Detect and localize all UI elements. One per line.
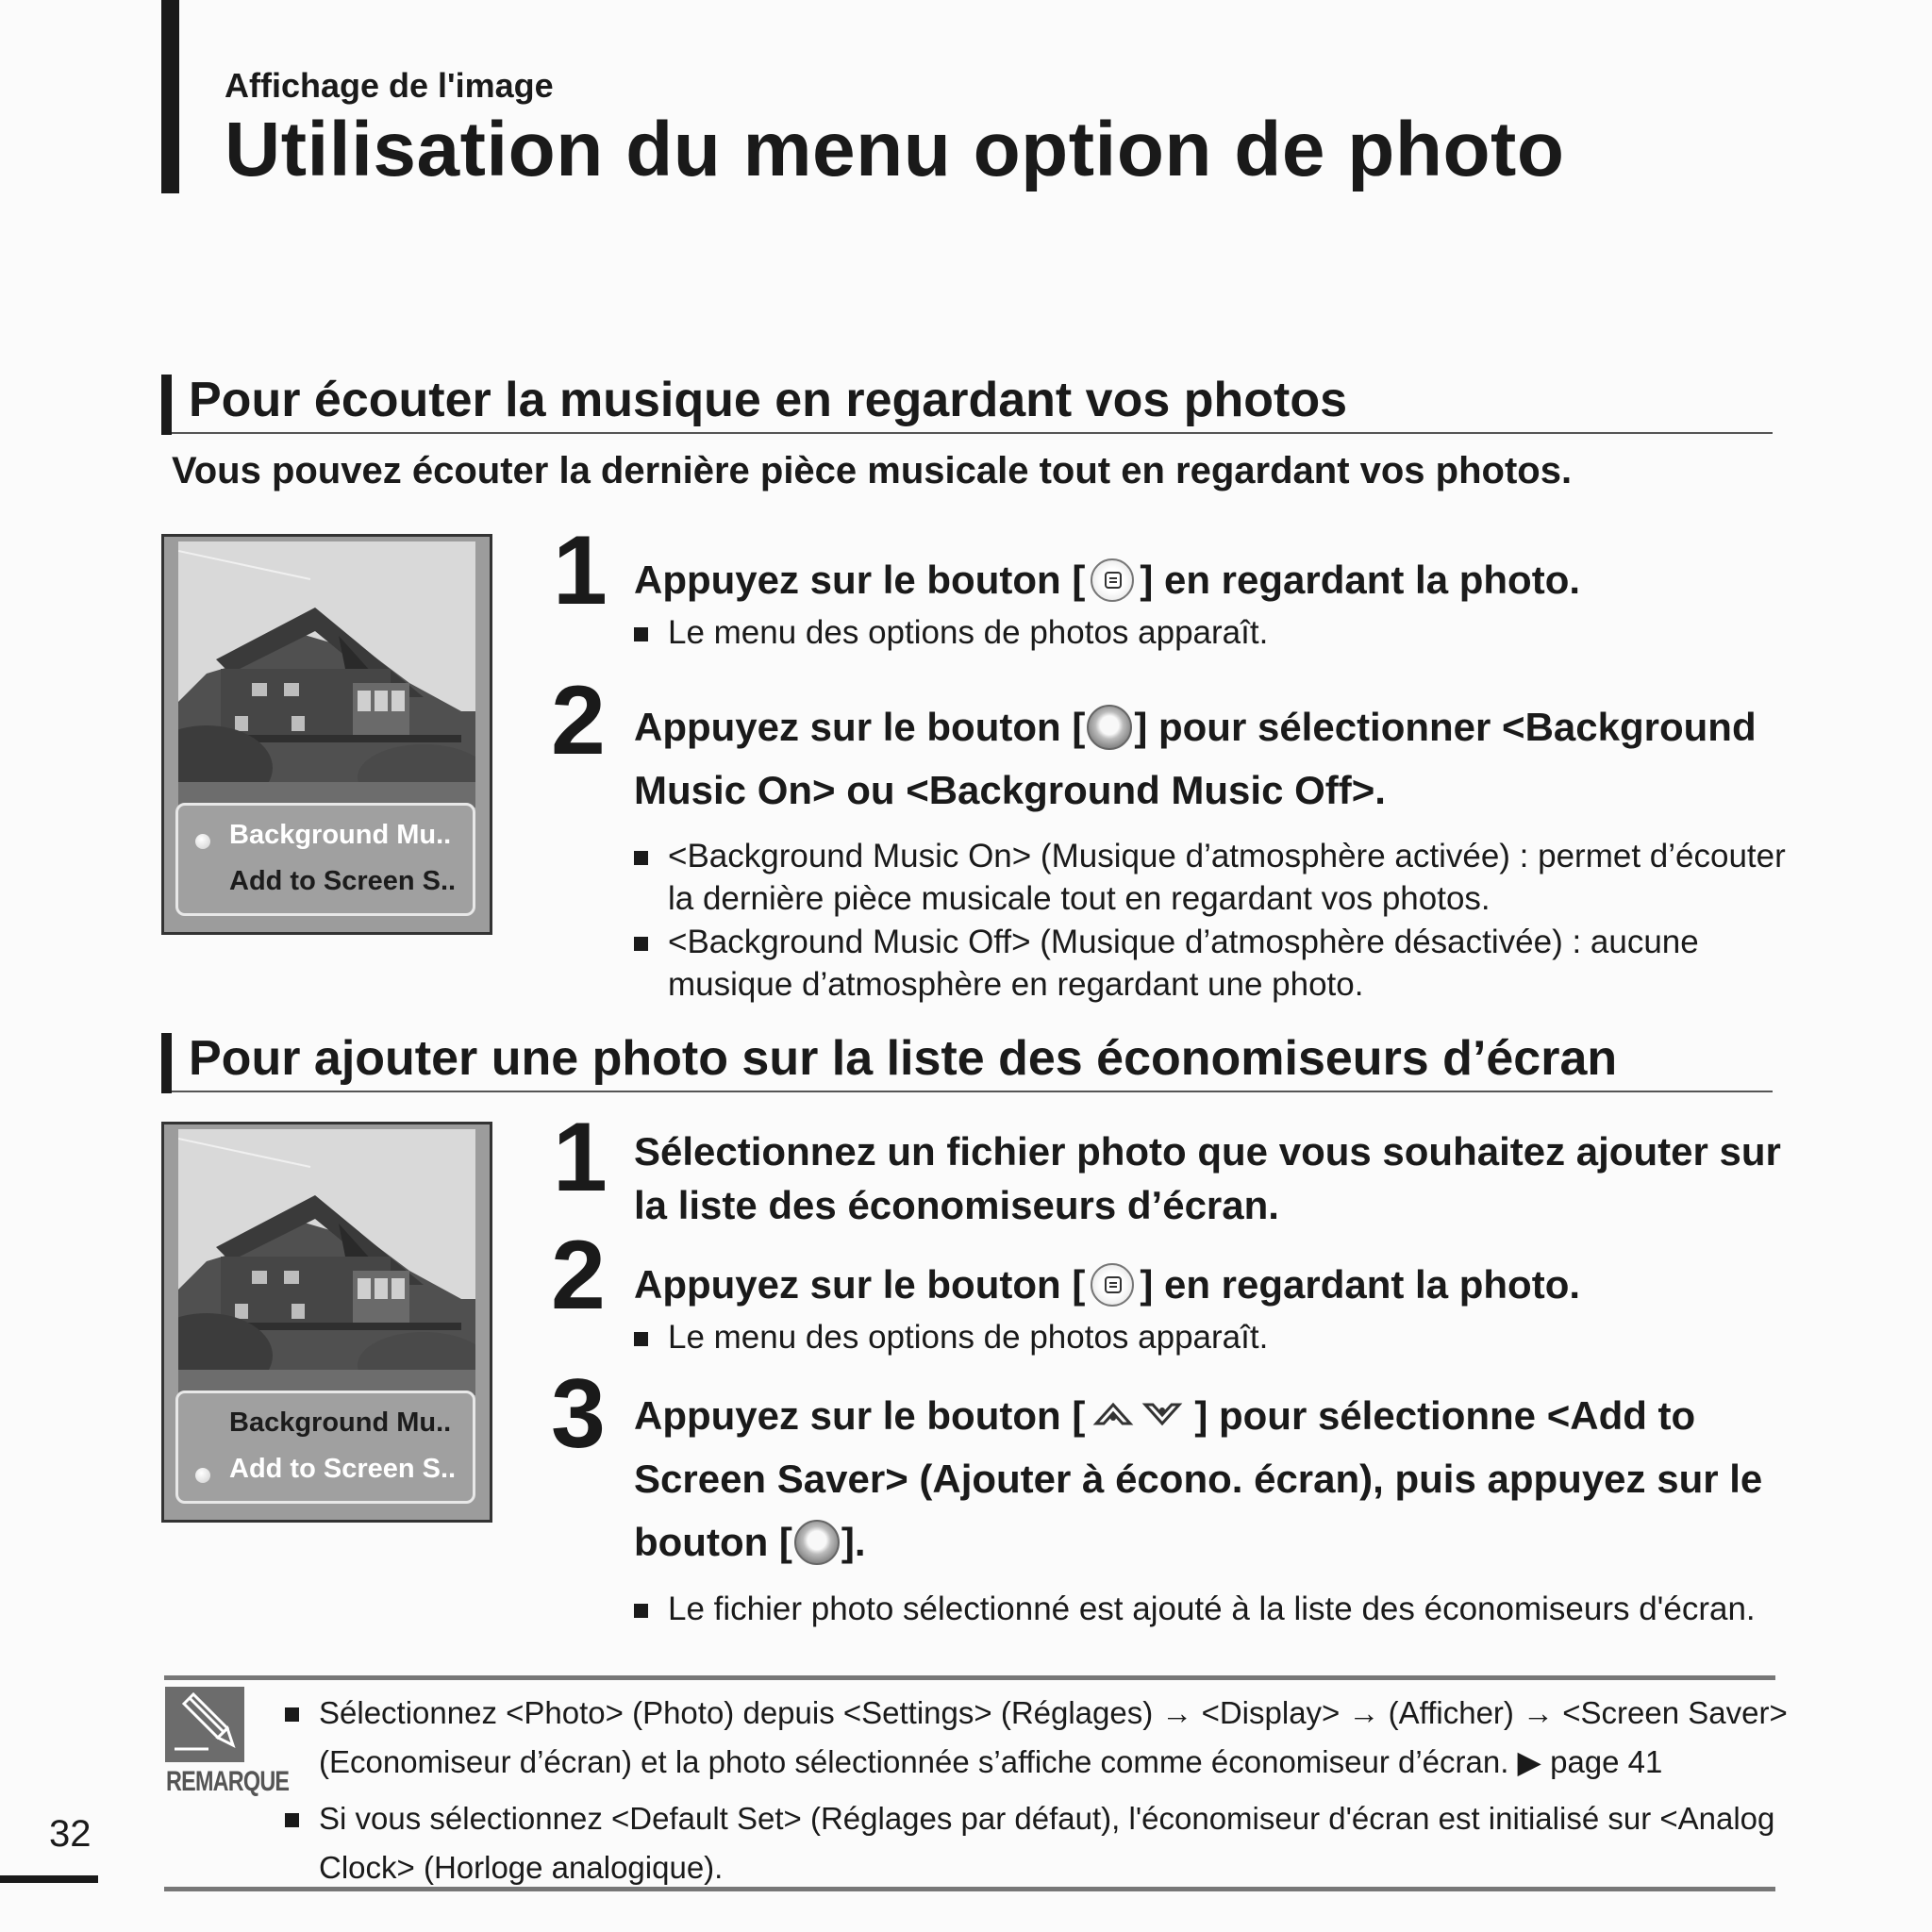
step-3-text-line3 [634, 1510, 866, 1574]
menu-item-add-to-screen-saver[interactable]: Add to Screen S.. [229, 1454, 457, 1484]
device-screen-1 [161, 534, 492, 935]
step-3-post: ] pour sélectionne <Add to [1194, 1393, 1696, 1438]
step-3-line3-post: ]. [841, 1520, 866, 1564]
house-photo [178, 541, 475, 808]
note-item-1: Sélectionnez <Photo> (Photo) depuis <Settings> (Réglages) → <Display> → (Afficher) → <Screen Saver> (Economiseur d’écran) et la photo sélectionnée s’affiche comme économiseur d’écran. ▶ page 41 [285, 1689, 1809, 1787]
note-item-2: Si vous sélectionnez <Default Set> (Réglages par défaut), l'économiseur d'écran est initialisé sur <Analog Clock> (Horloge analogique). [285, 1794, 1809, 1892]
step-2-text-line2: Music On> ou <Background Music Off>. [634, 768, 1386, 812]
pencil-note-icon [165, 1687, 244, 1762]
section1-intro: Vous pouvez écouter la dernière pièce musicale tout en regardant vos photos. [172, 450, 1573, 491]
step-1-post: ] en regardant la photo. [1140, 558, 1581, 602]
section2-rule [172, 1091, 1773, 1092]
step-number: 2 [551, 666, 602, 775]
step-number: 1 [553, 516, 604, 625]
step-2-post: ] en regardant la photo. [1140, 1262, 1581, 1307]
note-label: REMARQUE [166, 1766, 290, 1797]
page-number: 32 [49, 1813, 92, 1855]
section1-rule [172, 432, 1773, 434]
section1-bar [161, 375, 172, 435]
step-2-bullet-2: <Background Music Off> (Musique d’atmosphère désactivée) : aucune musique d’atmosphère en regardant une photo. [634, 921, 1819, 1006]
page-title: Utilisation du menu option de photo [225, 107, 1565, 192]
menu-item-background-music[interactable]: Background Mu.. [229, 820, 452, 850]
selection-dot-icon [195, 834, 210, 849]
section2-bar [161, 1033, 172, 1093]
step-number: 3 [551, 1359, 602, 1469]
step-number: 2 [551, 1221, 602, 1330]
note-bottom-rule [164, 1887, 1775, 1891]
step-2-pre: Appuyez sur le bouton [ [634, 1262, 1086, 1307]
step-3-pre: Appuyez sur le bouton [ [634, 1393, 1086, 1438]
step-3-bullet: Le fichier photo sélectionné est ajouté à la liste des économiseurs d'écran. [634, 1588, 1781, 1630]
section-kicker: Affichage de l'image [225, 66, 554, 105]
house-photo [178, 1129, 475, 1395]
select-button-icon [794, 1520, 840, 1565]
menu-item-add-to-screen-saver[interactable]: Add to Screen S.. [229, 866, 457, 896]
step-1-bullet: Le menu des options de photos apparaît. [634, 611, 1800, 654]
step-3-line3-pre: bouton [ [634, 1520, 792, 1564]
step-1-text [634, 548, 1580, 611]
step-3-text-line2: Screen Saver> (Ajouter à écono. écran), puis appuyez sur le [634, 1457, 1763, 1501]
select-button-icon [1087, 705, 1132, 750]
device-screen-2 [161, 1122, 492, 1523]
menu-button-icon [1091, 558, 1134, 602]
step-number: 1 [553, 1103, 604, 1212]
step-2-post: ] pour sélectionner <Background [1134, 705, 1757, 749]
step-2-bullet-1: <Background Music On> (Musique d’atmosphère activée) : permet d’écouter la dernière pièce musicale tout en regardant vos photos. [634, 835, 1819, 920]
step-2-bullet: Le menu des options de photos apparaît. [634, 1316, 1800, 1358]
section2-title: Pour ajouter une photo sur la liste des économiseurs d’écran [189, 1031, 1618, 1086]
header-bar [161, 0, 179, 193]
step-1-pre: Appuyez sur le bouton [ [634, 558, 1086, 602]
step-1-text: Sélectionnez un fichier photo que vous souhaitez ajouter sur la liste des économiseurs d’écran. [634, 1129, 1781, 1227]
menu-button-icon [1091, 1263, 1134, 1307]
up-down-button-icon [1091, 1388, 1189, 1451]
step-3-text [634, 1384, 1695, 1451]
selection-dot-icon [195, 1468, 210, 1483]
step-2-text [634, 695, 1757, 758]
step-2-text [634, 1253, 1580, 1316]
step-2-pre: Appuyez sur le bouton [ [634, 705, 1086, 749]
menu-item-background-music[interactable]: Background Mu.. [229, 1407, 452, 1438]
section1-title: Pour écouter la musique en regardant vos photos [189, 373, 1348, 427]
photo-option-menu [175, 803, 475, 916]
note-top-rule [164, 1675, 1775, 1680]
photo-option-menu [175, 1391, 475, 1504]
page-number-bar [0, 1875, 98, 1883]
